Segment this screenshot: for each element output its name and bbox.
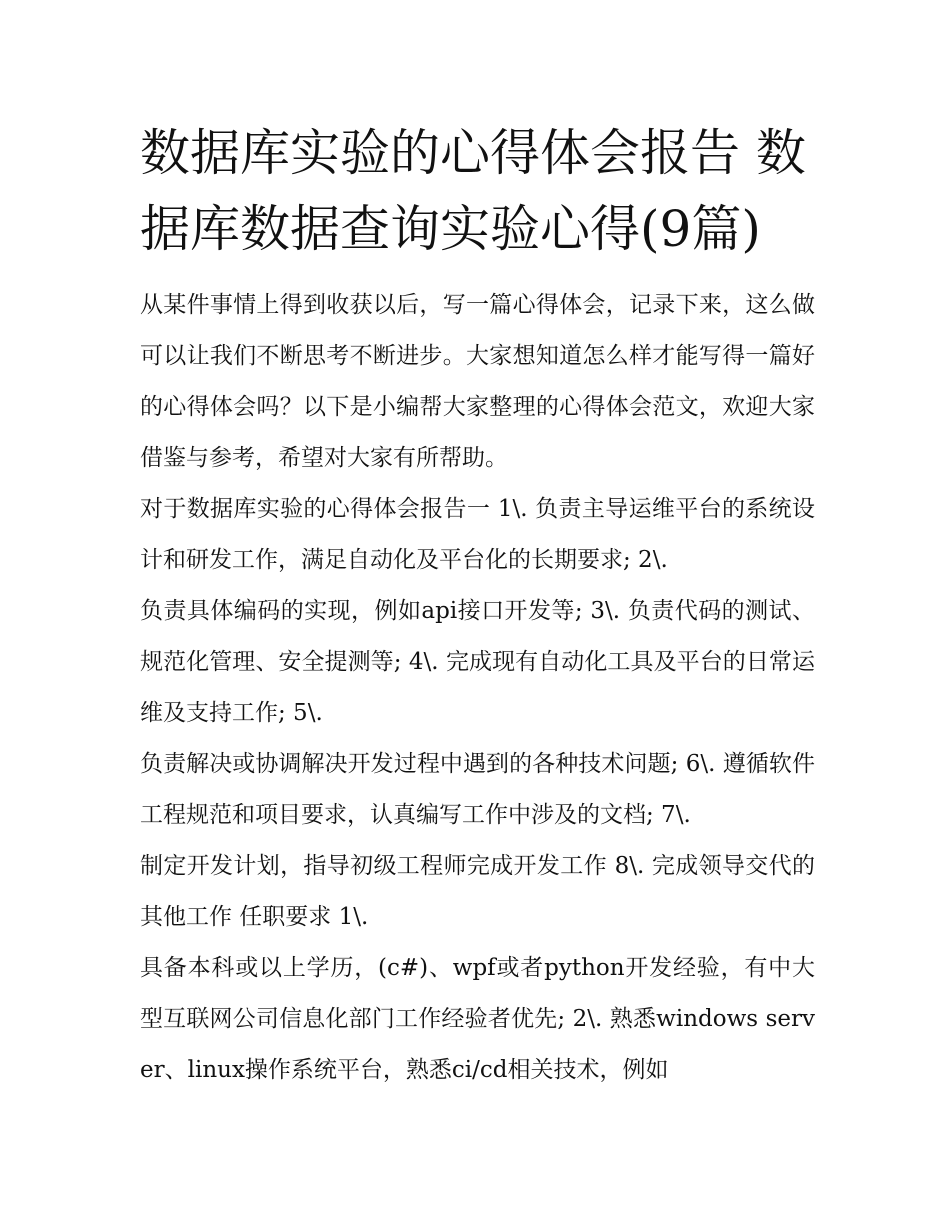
document-title: 数据库实验的心得体会报告 数据库数据查询实验心得(9篇) <box>140 124 806 258</box>
paragraph-report-1: 对于数据库实验的心得体会报告一 1\. 负责主导运维平台的系统设计和研发工作，满足自动化及平台化的长期要求; 2\. <box>140 496 815 573</box>
paragraph-requirements: 具备本科或以上学历，(c#)、wpf或者python开发经验，有中大型互联网公司信息化部门工作经验者优先; 2\. 熟悉windows server、linux操作系统平台，熟悉ci/cd相关技术，例如 <box>140 955 815 1083</box>
paragraph-duty-coding: 负责具体编码的实现，例如api接口开发等; 3\. 负责代码的测试、规范化管理、安全提测等; 4\. 完成现有自动化工具及平台的日常运维及支持工作; 5\. <box>140 598 815 726</box>
document-body <box>140 280 815 1096</box>
paragraph-duty-plan: 制定开发计划，指导初级工程师完成开发工作 8\. 完成领导交代的其他工作 任职要求 1\. <box>140 853 815 930</box>
paragraph-intro: 从某件事情上得到收获以后，写一篇心得体会，记录下来，这么做可以让我们不断思考不断进步。大家想知道怎么样才能写得一篇好的心得体会吗？以下是小编帮大家整理的心得体会范文，欢迎大家借鉴与参考，希望对大家有所帮助。 <box>140 292 815 471</box>
paragraph-duty-problems: 负责解决或协调解决开发过程中遇到的各种技术问题; 6\. 遵循软件工程规范和项目要求，认真编写工作中涉及的文档; 7\. <box>140 751 815 828</box>
